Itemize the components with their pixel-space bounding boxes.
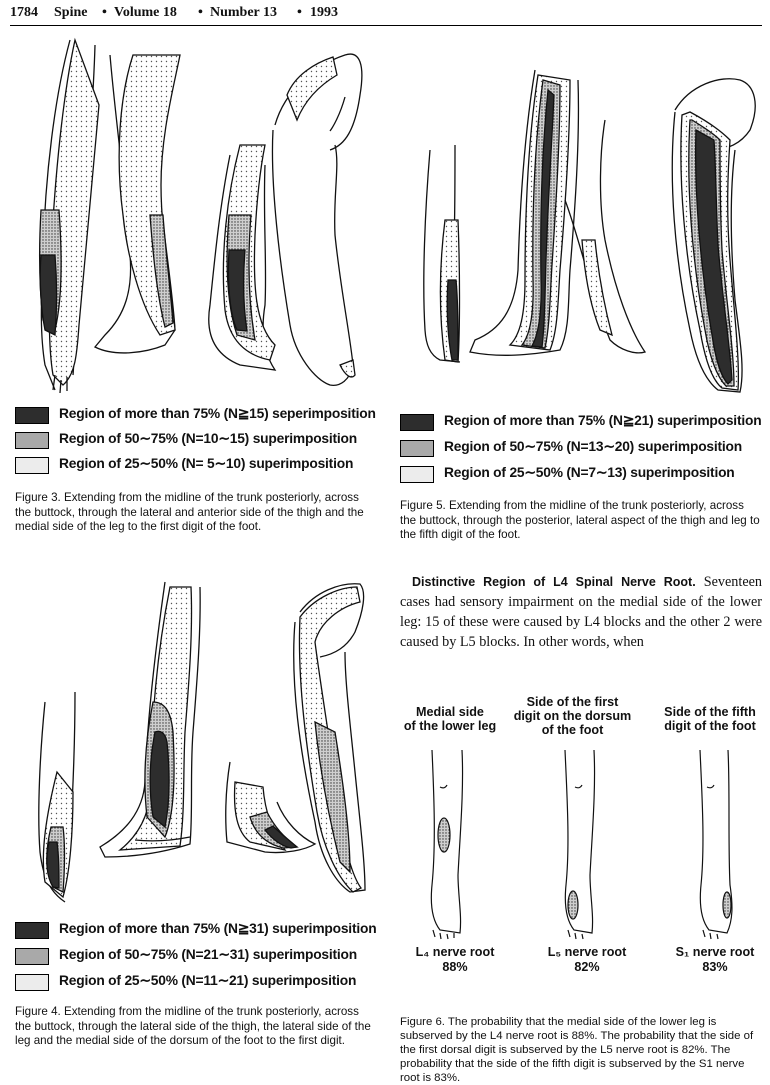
year: 1993 [310,5,338,20]
dark-swatch [15,922,49,939]
figure5-legend: Region of more than 75% (N≧21) superimposition Region of 50∼75% (N=13∼20) superimposition Region of 25∼50% (N=7∼13) superimposition [400,412,765,487]
figure4-illustration [15,572,370,912]
figure3-illustration [15,35,370,400]
dark-swatch [15,407,49,424]
figure4-legend: Region of more than 75% (N≧31) superimposition Region of 50∼75% (N=21∼31) superimposition Region of 25∼50% (N=11∼21) superimposition [15,920,385,995]
figure6-caption: Figure 6. The probability that the medial side of the lower leg is subserved by the L4 nerve root is 88%. The probability that the side of the first dorsal digit is subserved by the L5 nerve root is 82%. The probability that the side of the fifth digit is subserved by the S1 nerve root is 83%. [400,1016,754,1084]
figure3-caption: Figure 3. Extending from the midline of the trunk posteriorly, across the buttock, through the lateral and anterior side of the thigh and the medial side of the leg to the first digit of the foot. [15,491,364,534]
light-swatch [15,457,49,474]
light-swatch [15,974,49,991]
body-paragraph: Distinctive Region of L4 Spinal Nerve Root. Seventeen cases had sensory impairment on the medial side of the lower leg: 15 of these were caused by L4 blocks and the other 2 were caused by L5 blocks. In other words, when [400,574,763,650]
figure6-root-l4: L₄ nerve root 88% [405,945,505,975]
percent-l4: 88% [442,960,468,974]
dark-swatch [400,414,434,431]
figure5-caption: Figure 5. Extending from the midline of the trunk posteriorly, across the buttock, through the posterior, lateral aspect of the thigh and leg to the fifth digit of the foot. [400,499,760,542]
figure5-illustration [400,40,765,400]
light-swatch [400,466,434,483]
figure6-root-s1: S₁ nerve root 83% [665,945,765,975]
figure6-label-medial: Medial side of the lower leg [403,705,497,733]
percent-l5: 82% [574,960,600,974]
mid-swatch [15,432,49,449]
mid-swatch [400,440,434,457]
page-number: 1784 [10,5,38,20]
figure6-illustration [400,745,765,940]
issue-number: Number 13 [210,5,278,20]
figure4-caption: Figure 4. Extending from the midline of the trunk posteriorly, across the buttock, through the lateral side of the thigh, the lateral side of the leg and the medial side of the dorsum of the foot to the first digit. [15,1005,371,1048]
figure6-root-l5: L₅ nerve root 82% [537,945,637,975]
mid-swatch [15,948,49,965]
figure3-legend: Region of more than 75% (N≧15) seperimposition Region of 50∼75% (N=10∼15) superimposition Region of 25∼50% (N= 5∼10) superimposition [15,405,385,477]
section-heading: Distinctive Region of L4 Spinal Nerve Root. [412,575,696,589]
percent-s1: 83% [702,960,728,974]
figure6-label-first-digit: Side of the first digit on the dorsum of the foot [513,695,632,737]
figure6-label-fifth-digit: Side of the fifth digit of the foot [664,705,756,733]
journal-name: Spine [54,5,88,20]
page-header: 1784 Spine • Volume 18 • Number 13 • 1993 [10,3,762,26]
volume: Volume 18 [114,5,177,20]
